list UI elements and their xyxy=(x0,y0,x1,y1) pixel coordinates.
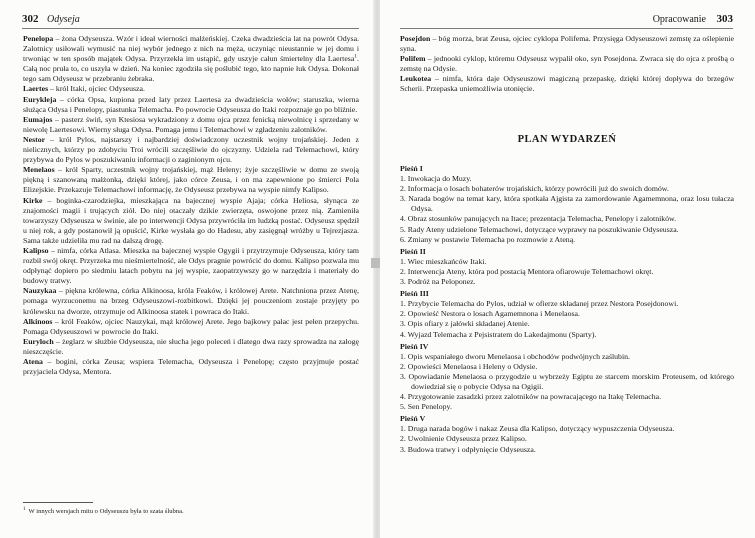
right-running-head xyxy=(400,13,733,27)
plan-item: 2. Informacja o losach bohaterów trojańskich, którzy powrócili już do swoich domów. xyxy=(400,184,669,194)
character-name: Laertes xyxy=(23,84,49,94)
character-entry xyxy=(23,135,359,165)
plan-item: 6. Zmiany w postawie Telemacha po rozmowie z Ateną. xyxy=(400,234,576,244)
character-entry xyxy=(23,337,359,357)
plan-item: 2. Opowieści Menelaosa i Heleny o Odysie. xyxy=(400,361,538,371)
character-description: – żona Odyseusza. Wzór i ideał wierności małżeńskiej. Czeka dwadzieścia lat na powrót Odysa. Zalotnicy usiłowali wymusić na niej wybór jednego z nich na męża, uczyniąc nieustannie w jej domu i trwoniąc w ten sposób majątek Odysa. Przyrzekła im ustąpić, gdy uszyje całun śmiertelny dla Laertesa xyxy=(23,34,359,64)
character-name: Nauzykaa xyxy=(23,286,57,296)
character-entry xyxy=(23,84,359,94)
canto-title: Pieśń II xyxy=(400,246,426,256)
character-name: Penelopa xyxy=(23,34,54,43)
character-description: – piękna królewna, córka Alkinoosa, króla Feaków, i królowej Arete. Natchniona przez Atenę, pomaga wyrzuconemu na brzeg Odyseuszowi-rozbitkowi. Dzięki jej pouczeniom zostaje przyjęty po królewsku na dworze, otrzymuje od Alkinoosa statek i powraca do Itaki. xyxy=(23,286,359,316)
header-rule xyxy=(400,28,733,29)
running-title: Opracowanie xyxy=(652,14,706,25)
character-name: Leukotea xyxy=(400,74,432,84)
canto-title: Pieśń I xyxy=(400,164,423,173)
canto-section xyxy=(400,342,734,413)
plan-item: 4. Obraz stosunków panujących na Itace; prezentacja Telemacha, Penelopy i zalotników. xyxy=(400,214,677,224)
plan-item: 1. Druga narada bogów i nakaz Zeusa dla Kalipso, dotyczący wypuszczenia Odyseusza. xyxy=(400,424,675,434)
footnote-reference: 1 xyxy=(354,53,358,60)
canto-title: Pieśń III xyxy=(400,289,429,299)
page-number: 303 xyxy=(716,13,733,25)
plan-item: 2. Uwolnienie Odyseusza przez Kalipso. xyxy=(400,434,527,444)
character-entry xyxy=(400,54,734,74)
character-description: – król Sparty, uczestnik wojny trojańskiej, mąż Heleny; żyje szczęśliwie w domu ze swoją piękną i szanowaną małżonką, dzięki której, jako córce Zeusa, i on ma zapewnione po śmierci Pola Elizejskie. Przekazuje Telemachowi informację, że Odyseusz przebywa na wyspie nimfy Kalipso. xyxy=(23,165,359,195)
character-description: – żeglarz w służbie Odyseusza, nie słucha jego poleceń i dlatego dwa razy sprowadza na załogę nieszczęście. xyxy=(23,336,359,356)
plan-item: 5. Sen Penelopy. xyxy=(400,402,452,412)
footnote-text: W innych wersjach mitu o Odyseuszu była to szata ślubna. xyxy=(28,508,184,516)
character-name: Nestor xyxy=(23,134,46,144)
footnote xyxy=(23,506,353,516)
character-name: Euryloch xyxy=(23,336,54,346)
character-name: Eumajos xyxy=(23,114,53,124)
character-description: – bóg morza, brat Zeusa, ojciec cyklopa Polifema. Przysięga Odyseuszowi zemstę za oślepienie syna. xyxy=(400,34,734,54)
canto-section xyxy=(400,414,734,454)
character-description: – król Itaki, ojciec Odyseusza. xyxy=(48,84,145,94)
character-entry xyxy=(400,34,734,54)
character-name: Polifem xyxy=(400,54,426,64)
section-heading: PLAN WYDARZEŃ xyxy=(517,134,617,145)
character-entry xyxy=(23,246,359,286)
plan-item: 1. Przybycie Telemacha do Pylos, udział w ofierze składanej przez Nestora Posejdonowi. xyxy=(400,299,679,309)
canto-section xyxy=(400,247,734,287)
character-name: Atena xyxy=(23,357,43,366)
character-name: Kalipso xyxy=(23,245,49,255)
character-name: Eurykleja xyxy=(23,94,57,104)
character-entry xyxy=(23,115,359,135)
character-description: – król Pylos, najstarszy i najbardziej doświadczony uczestnik wojny trojańskiej. Jeden z nielicznych, którzy po zdobyciu Troi wrócili szczęśliwie do ojczyzny. Udziela rad Telemachowi, który przybywa do Pylos w poszukiwaniu informacji o zaginionym ojcu. xyxy=(23,134,359,165)
plan-item: 5. Rady Ateny udzielone Telemachowi, dotyczące wyprawy na poszukiwanie Odyseusza. xyxy=(400,224,679,234)
plan-item: 2. Opowieść Nestora o losach Agamemnona i Menelaosa. xyxy=(400,309,580,319)
character-name: Menelaos xyxy=(23,165,55,175)
plan-of-events xyxy=(400,162,734,455)
plan-item: 3. Opis ofiary z jałówki składanej Atenie. xyxy=(400,319,530,329)
header-rule xyxy=(22,28,359,29)
plan-item: 1. Inwokacja do Muzy. xyxy=(400,174,472,184)
character-entry xyxy=(23,286,359,316)
character-name: Kirke xyxy=(23,195,43,205)
character-description: – pasterz świń, syn Ktesiosa wykradziony z domu ojca przez fenicką niewolnicę i sprzedany w niewolę Laertesowi. Wierny sługa Odysa. Pomaga jemu i Telemachowi w zgładzeniu zalotników. xyxy=(23,114,359,134)
canto-section xyxy=(400,289,734,339)
left-running-head xyxy=(22,13,359,27)
footnote-mark: 1 xyxy=(23,507,26,512)
plan-item: 3. Opowiadanie Menelaosa o przygodzie u wybrzeży Egiptu ze starcem morskim Proteusem, od którego dowiedział się o pobycie Odysa na Ogigii. xyxy=(400,371,734,391)
character-description-cont: . Całą noc pruła to, co uszyła w dzień. Na koniec zgodziła się poślubić tego, kto napnie łuk Odysa. Dokonał tego sam Odyseusz w przebraniu żebraka. xyxy=(23,54,359,84)
character-description: – bogini, córka Zeusa; wspiera Telemacha, Odyseusza i Penelopę; często przyjmuje postać przyjaciela Odysa, Mentora. xyxy=(23,357,359,377)
character-entry xyxy=(23,196,359,246)
character-name: Posejdon xyxy=(400,34,431,43)
right-page xyxy=(380,0,755,538)
plan-item: 3. Narada bogów na temat kary, która spotkała Ajgista za zamordowanie Agamemnona, oraz losu tułacza Odysa. xyxy=(400,194,734,214)
character-entry xyxy=(23,34,359,84)
plan-item: 1. Opis wspaniałego dworu Menelaosa i obchodów podwójnych zaślubin. xyxy=(400,351,630,361)
canto-title: Pieśń IV xyxy=(400,341,429,351)
character-list xyxy=(400,34,734,95)
character-name: Alkinoos xyxy=(23,316,53,326)
footnote-rule xyxy=(23,502,93,503)
plan-item: 3. Podróż na Peloponez. xyxy=(400,277,476,287)
character-description: – córka Opsa, kupiona przed laty przez Laertesa za dwadzieścia wołów; staruszka, wierna służąca Odysa i Penelopy, piastunka Telemacha. Po powrocie Odyseusza do Itaki rozpoznaje go po bliźnie. xyxy=(23,94,359,114)
character-entry xyxy=(23,357,359,377)
character-entry xyxy=(400,74,734,94)
character-list xyxy=(23,34,359,377)
canto-title: Pieśń V xyxy=(400,414,426,424)
character-entry xyxy=(23,317,359,337)
running-title: Odyseja xyxy=(47,14,80,25)
character-description: – nimfa, która daje Odyseuszowi magiczną przepaskę, dzięki której dopływa do brzegów Scherii. Przepaska uniemożliwia utonięcie. xyxy=(400,74,734,94)
plan-item: 2. Interwencja Ateny, która pod postacią Mentora ofiarowuje Telemachowi okręt. xyxy=(400,266,654,276)
character-entry xyxy=(23,95,359,115)
character-description: – król Feaków, ojciec Nauzykai, mąż królowej Arete. Jego bajkowy pałac jest pełen przepychu. Pomaga Odyseuszowi w powrocie do Itaki. xyxy=(23,316,359,336)
character-entry xyxy=(23,165,359,195)
page-number: 302 xyxy=(22,13,39,25)
left-page xyxy=(0,0,375,538)
plan-item: 1. Wiec mieszkańców Itaki. xyxy=(400,256,487,266)
plan-item: 3. Budowa tratwy i odpłynięcie Odyseusza. xyxy=(400,444,536,454)
character-description: – jednooki cyklop, któremu Odyseusz wypalił oko, syn Posejdona. Zwraca się do ojca z prośbą o zemstę na Odysie. xyxy=(400,54,734,74)
plan-item: 4. Wyjazd Telemacha z Pejsistratem do Lakedajmonu (Sparty). xyxy=(400,329,597,339)
character-description: – boginka-czarodziejka, mieszkająca na bajecznej wyspie Ajaja; córka Heliosa, słynąca ze znajomości magii i trujących ziół. Do niej otaczały dzikie zwierzęta, oswojone przez nią. Zamieniła towarzyszy Odyseusza w świnie, ale po interwencji Odysa przywróciła im ludzką postać. Odyseusz spędził u niej rok, a gdy postanowił ją opuścić, Kirke wysłała go do Hadesu, aby zasięgnął wróżby u Tejrezjasza. Sama także udzieliła mu rad na dalszą drogę. xyxy=(23,195,359,245)
character-description: – nimfa, córka Atlasa. Mieszka na bajecznej wyspie Ogygii i przytrzymuje Odyseusza, który tam rozbił swój okręt. Przyrzeka mu nieśmiertelność, ale Odys pragnie powrócić do domu. Kalipso pozwala mu odpłynąć dopiero po siedmiu latach pobytu na jej wyspie, zaopatrzywszy go w narzędzia i materiały do budowy tratwy. xyxy=(23,245,359,286)
plan-item: 4. Przygotowanie zasadzki przez zalotników na powracającego na Itakę Telemacha. xyxy=(400,392,662,402)
canto-section xyxy=(400,164,734,245)
